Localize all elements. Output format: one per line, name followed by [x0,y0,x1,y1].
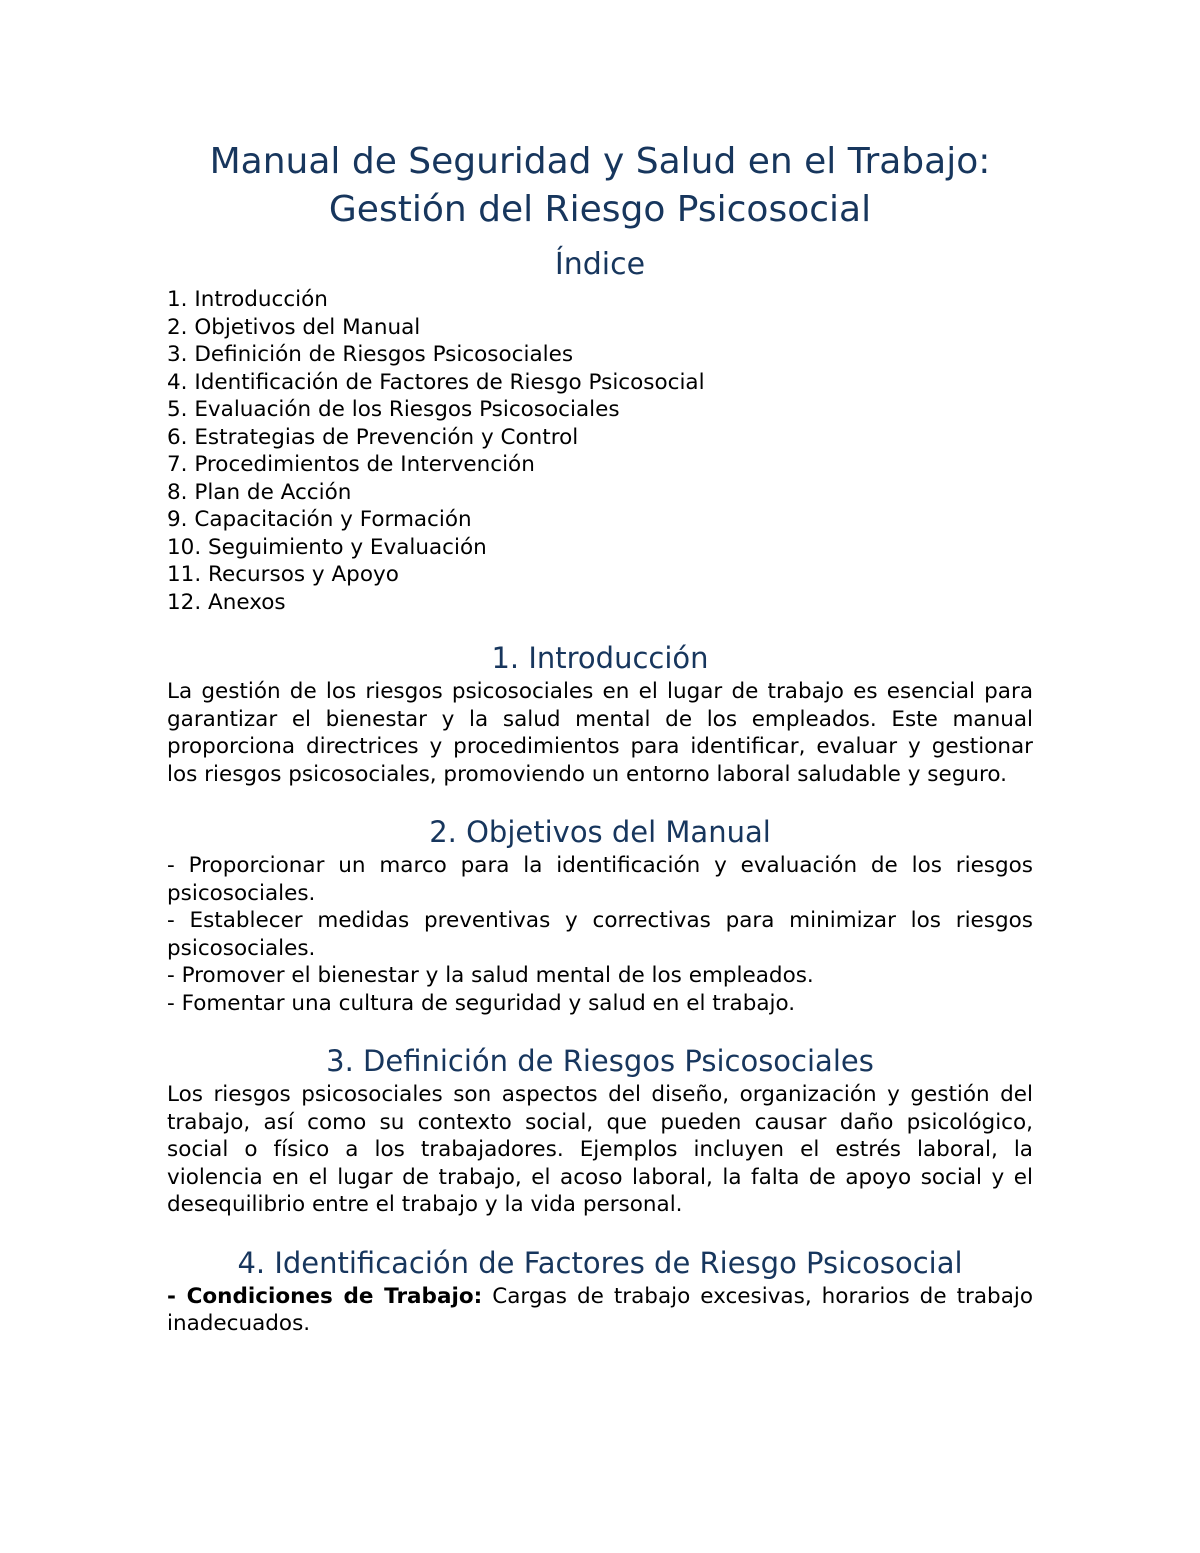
toc-item: 1. Introducción [167,287,328,312]
identificacion-item-label: - Condiciones de Trabajo: [167,1283,483,1309]
objetivo-item: - Establecer medidas preventivas y correctivas para minimizar los riesgos psicosociales. [167,908,1033,961]
toc-item: 7. Procedimientos de Intervención [167,452,535,477]
toc-item: 11. Recursos y Apoyo [167,562,399,587]
identificacion-item-text: Cargas de trabajo excesivas, horarios de trabajo inadecuados. [167,1283,1033,1336]
toc-item: 5. Evaluación de los Riesgos Psicosociales [167,397,620,422]
toc-item: 8. Plan de Acción [167,479,352,505]
toc-item: 12. Anexos [167,589,286,615]
objetivos-list [167,852,1033,1017]
toc-item: 9. Capacitación y Formación [167,507,472,532]
objetivo-item: - Fomentar una cultura de seguridad y salud en el trabajo. [167,990,796,1016]
toc-item: 10. Seguimiento y Evaluación [167,534,487,560]
objetivo-item: - Promover el bienestar y la salud mental de los empleados. [167,963,814,988]
section-heading-introduccion: 1. Introducción [491,641,709,675]
table-of-contents [167,286,1033,616]
objetivo-item: - Proporcionar un marco para la identificación y evaluación de los riesgos psicosociales. [167,853,1033,906]
document-title-line-1: Manual de Seguridad y Salud en el Trabajo: [209,141,991,182]
section-body-introduccion: La gestión de los riesgos psicosociales en el lugar de trabajo es esencial para garantizar el bienestar y la salud mental de los empleados. Este manual proporciona directrices y procedimientos para identificar, evaluar y gestionar los riesgos psicosociales, promoviendo un entorno laboral saludable y seguro. [167,679,1033,787]
toc-item: 6. Estrategias de Prevención y Control [167,424,579,450]
toc-item: 2. Objetivos del Manual [167,314,421,340]
section-heading-objetivos: 2. Objetivos del Manual [429,815,771,849]
identificacion-item [167,1283,1033,1338]
document-title [167,138,1033,234]
toc-item: 3. Definición de Riesgos Psicosociales [167,342,574,367]
document-page [167,138,1033,1338]
section-body-definicion: Los riesgos psicosociales son aspectos del diseño, organización y gestión del trabajo, así como su contexto social, que pueden causar daño psicológico, social o físico a los trabajadores. Ejemplos incluyen el estrés laboral, la violencia en el lugar de trabajo, el acoso laboral, la falta de apoyo social y el desequilibrio entre el trabajo y la vida personal. [167,1082,1033,1217]
document-title-line-2: Gestión del Riesgo Psicosocial [328,189,872,230]
section-heading-definicion: 3. Definición de Riesgos Psicosociales [326,1044,874,1078]
section-heading-identificacion: 4. Identificación de Factores de Riesgo Psicosocial [237,1245,963,1280]
toc-item: 4. Identificación de Factores de Riesgo Psicosocial [167,369,705,395]
index-heading: Índice [554,247,646,282]
